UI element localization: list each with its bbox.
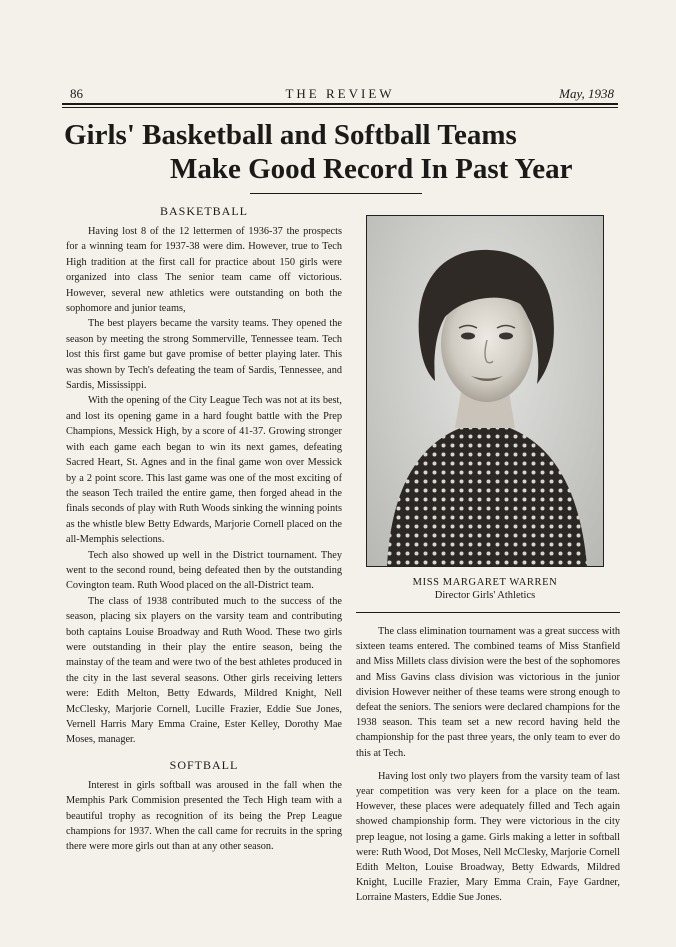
photo-caption [366,576,604,602]
caption-title: Director Girls' Athletics [434,590,536,601]
portrait-illustration [367,216,603,566]
header-rule-thin [62,107,618,108]
issue-date: May, 1938 [559,86,614,101]
running-header [62,86,618,104]
headline-rule [250,193,422,194]
page-number: 86 [70,86,83,101]
basketball-paragraph: With the opening of the City League Tech was not at its best, and lost its opening game in a hard fought battle with the Prep Champions, Messick High, by a score of 41-37. Growing stronger with each game each began to win its next games, defeating Sacred Heart, St. Agnes and in the final game won over Messick by a 2 point score. This last game was one of the most exciting of the season Tech trailed the entire game, then forged ahead in the finals seconds of play with Ruth Woods sinking the winning points as the whistle blew Betty Edwards, Marjorie Cornell placed on the all-Memphis selections. [66,395,342,546]
basketball-paragraph: The best players became the varsity teams. They opened the season by meeting the strong Sommerville, Tennessee team. Tech lost this first game but gave promise of better playing later. This was shown by Tech's defeating the team of Sardis, Tennessee, and Sardis, Mississippi. [66,318,342,392]
header-rule-thick [62,103,618,105]
basketball-paragraph: Having lost 8 of the 12 lettermen of 1936-37 the prospects for a winning team for 1937-38 were dim. However, true to Tech High tradition at the first call for practice about 150 girls were organized into class The senior team came off victorious. However, several new athletics were outstanding on both the sophomore and junior teams, [66,226,342,315]
caption-name: MISS MARGARET WARREN [412,577,558,588]
basketball-paragraph: The class of 1938 contributed much to the success of the season, placing six players on the varsity team and contributing both captains Louise Broadway and Ruth Wood. These two girls were outstanding in their play the entire season, being the mainstay of the team and were two of the best athletes produced in the city in the last several seasons. Other girls receiving letters were: Edith Melton, Betty Edwards, Mildred Knight, Nell McClesky, Marjorie Cornell, Lucille Frazier, Eddie Sue Jones, Vernell Harris Mary Emma Craine, Ester Kelley, Dorothy Mae Moses, manager. [66,595,342,746]
left-column [66,204,342,855]
softball-paragraph: Interest in girls softball was aroused in the fall when the Memphis Park Commision presented the Tech High team with a beautiful trophy as recognition of its being the Prep League champions for 1937. When the call came for recruits in the spring there were more girls out than at any other season. [66,779,342,853]
softball-paragraph: Having lost only two players from the varsity team of last year competition was very keen for a place on the team. However, these places were adequately filled and Tech again showed championship form. They were victorious in the city prep league, not losing a game. Girls making a letter in softball were: Ruth Wood, Dot Moses, Nell McClesky, Marjorie Cornell Edith Melton, Louise Broadway, Betty Edwards, Mildred Knight, Lucille Frazier, Mary Emma Crain, Faye Gardner, Lorraine Masters, Eddie Sue Jones. [356,770,620,904]
portrait-photo [366,215,604,567]
softball-paragraph: The class elimination tournament was a great success with sixteen teams entered. The combined teams of Miss Stanfield and Miss Millets class division were the best of the sophomores and Miss Gavins class division was victorious in the junior division However neither of these teams were strong enough to defeat the seniors. The seniors were declared champions for the 1938 season. This team set a new record having held the championship for the past three years, the only team to ever do this at Tech. [356,626,620,759]
headline-line-1: Girls' Basketball and Softball Teams [64,119,517,151]
basketball-heading: BASKETBALL [160,204,248,218]
right-column [356,624,620,906]
softball-heading: SOFTBALL [169,757,239,772]
caption-rule [356,612,620,613]
basketball-paragraph: Tech also showed up well in the District tournament. They went to the second round, being defeated then by the outstanding Covington team. Ruth Wood placed on the all-District team. [66,549,342,592]
headline-line-2: Make Good Record In Past Year [170,153,573,185]
publication-title: THE REVIEW [285,86,395,101]
